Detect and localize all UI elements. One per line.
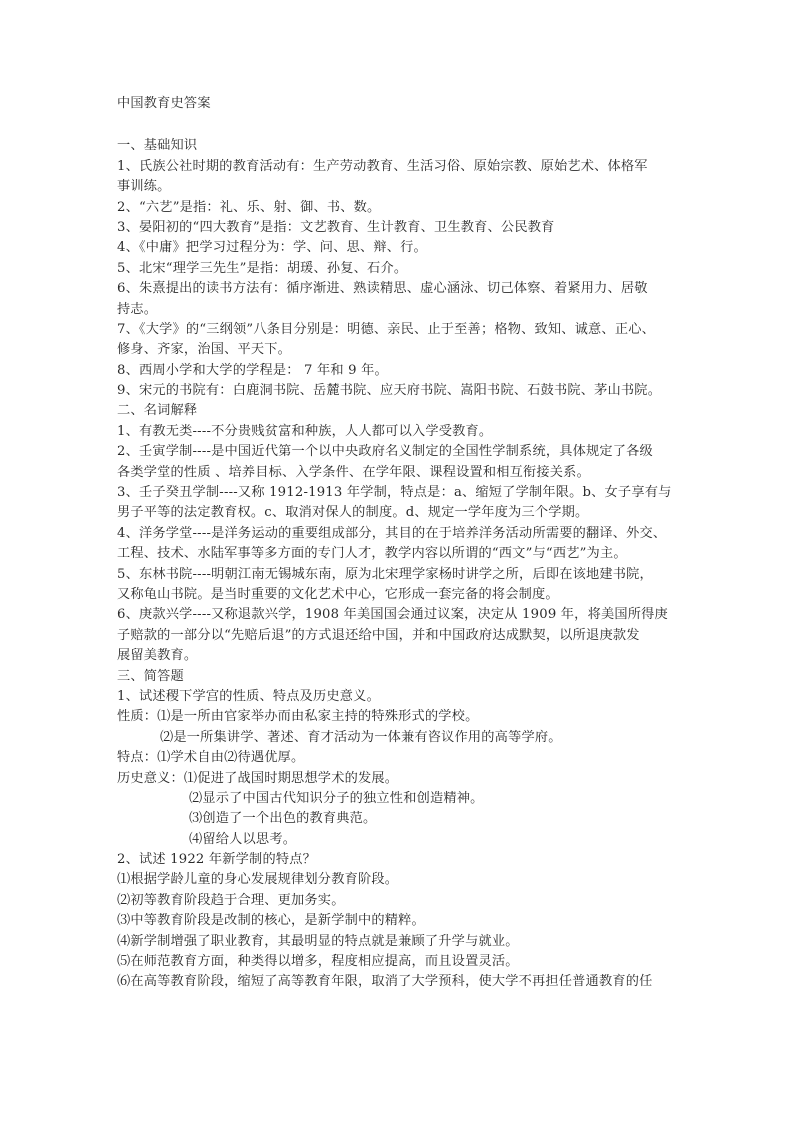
term-line: 各类学堂的性质 、培养目标、入学条件、在学年限、课程设置和相互衔接关系。	[117, 464, 590, 480]
question-text: 2、试述 1922 年新学制的特点？	[117, 852, 316, 868]
document-page	[117, 94, 683, 993]
basic-line: 1、氏族公社时期的教育活动有：生产劳动教育、生活习俗、原始宗教、原始艺术、体格军	[117, 158, 648, 174]
answer-significance-1: 历史意义：⑴促进了战国时期思想学术的发展。	[117, 770, 399, 786]
section-heading-terms: 二、名词解释	[117, 403, 198, 419]
term-definitions-list	[117, 422, 683, 667]
section-heading-basic: 一、基础知识	[117, 138, 198, 154]
term-line: 4、洋务学堂----是洋务运动的重要组成部分，其目的在于培养洋务活动所需要的翻译、外交、	[117, 525, 667, 541]
basic-line: 2、“六艺”是指：礼、乐、射、御、书、数。	[117, 199, 381, 215]
term-line: 工程、技术、水陆军事等多方面的专门人才，教学内容以所谓的“西文”与“西艺”为主。	[117, 546, 627, 562]
basic-line: 5、北宋“理学三先生”是指：胡瑗、孙复、石介。	[117, 260, 408, 276]
answer-line: ⑵初等教育阶段趋于合理、更加务实。	[117, 892, 345, 908]
section-heading-short-answer: 三、简答题	[117, 668, 184, 684]
short-answer-q2	[117, 850, 683, 993]
basic-line: 6、朱熹提出的读书方法有：循序渐进、熟读精思、虚心涵泳、切己体察、着紧用力、居敬	[117, 281, 648, 297]
term-line: 3、壬子癸丑学制----又称 1912-1913 年学制，特点是：a、缩短了学制年限。b、女子享有与	[117, 485, 672, 501]
answer-features: 特点：⑴学术自由⑵待遇优厚。	[117, 750, 305, 766]
document-title: 中国教育史答案	[117, 96, 211, 111]
answer-line: ⑹在高等教育阶段，缩短了高等教育年限，取消了大学预科，使大学不再担任普通教育的任	[117, 974, 653, 990]
basic-line: 7、《大学》的“三纲领”八条目分别是：明德、亲民、止于至善；格物、致知、诚意、正心、	[117, 321, 655, 337]
basic-line: 9、宋元的书院有：白鹿洞书院、岳麓书院、应天府书院、嵩阳书院、石鼓书院、茅山书院。	[117, 383, 662, 399]
answer-line: ⑴根据学龄儿童的身心发展规律划分教育阶段。	[117, 872, 399, 888]
basic-line: 事训练。	[117, 179, 171, 195]
answer-line: ⑷新学制增强了职业教育，其最明显的特点就是兼顾了升学与就业。	[117, 933, 519, 949]
term-line: 1、有教无类----不分贵贱贫富和种族，人人都可以入学受教育。	[117, 423, 493, 439]
term-line: 5、东林书院----明朝江南无锡城东南，原为北宋理学家杨时讲学之所，后即在该地建书院，	[117, 566, 653, 582]
answer-nature-1: 性质：⑴是一所由官家举办而由私家主持的特殊形式的学校。	[117, 709, 479, 725]
term-line: 展留美教育。	[117, 648, 198, 664]
answer-line: ⑶中等教育阶段是改制的核心，是新学制中的精粹。	[117, 913, 425, 929]
basic-line: 4、《中庸》把学习过程分为：学、问、思、辩、行。	[117, 240, 427, 256]
basic-line: 3、晏阳初的“四大教育”是指：文艺教育、生计教育、卫生教育、公民教育	[117, 219, 555, 235]
short-answer-q1	[117, 687, 683, 850]
basic-line: 8、西周小学和大学的学程是： 7 年和 9 年。	[117, 362, 388, 378]
basic-line: 持志。	[117, 301, 158, 317]
answer-significance-3: ⑶创造了一个出色的教育典范。	[189, 811, 377, 827]
basic-line: 修身、齐家，治国、平天下。	[117, 342, 292, 358]
term-line: 男子平等的法定教育权。c、取消对保人的制度。d、规定一学年度为三个学期。	[117, 505, 589, 521]
question-text: 1、试述稷下学宫的性质、特点及历史意义。	[117, 688, 380, 704]
basic-knowledge-list	[117, 157, 683, 402]
answer-line: ⑸在师范教育方面，种类得以增多，程度相应提高，而且设置灵活。	[117, 954, 519, 970]
term-line: 又称龟山书院。是当时重要的文化艺术中心，它形成一套完备的将会制度。	[117, 586, 559, 602]
term-line: 2、壬寅学制----是中国近代第一个以中央政府名义制定的全国性学制系统，具体规定了各级	[117, 444, 653, 460]
term-line: 子赔款的一部分以“先赔后退”的方式退还给中国，并和中国政府达成默契，以所退庚款发	[117, 627, 640, 643]
answer-nature-2: ⑵是一所集讲学、著述、育才活动为一体兼有咨议作用的高等学府。	[160, 729, 562, 745]
answer-significance-4: ⑷留给人以思考。	[189, 831, 297, 847]
term-line: 6、庚款兴学----又称退款兴学，1908 年美国国会通过议案，决定从 1909 年，将美国所得庚	[117, 607, 668, 623]
answer-significance-2: ⑵显示了中国古代知识分子的独立性和创造精神。	[189, 790, 484, 806]
